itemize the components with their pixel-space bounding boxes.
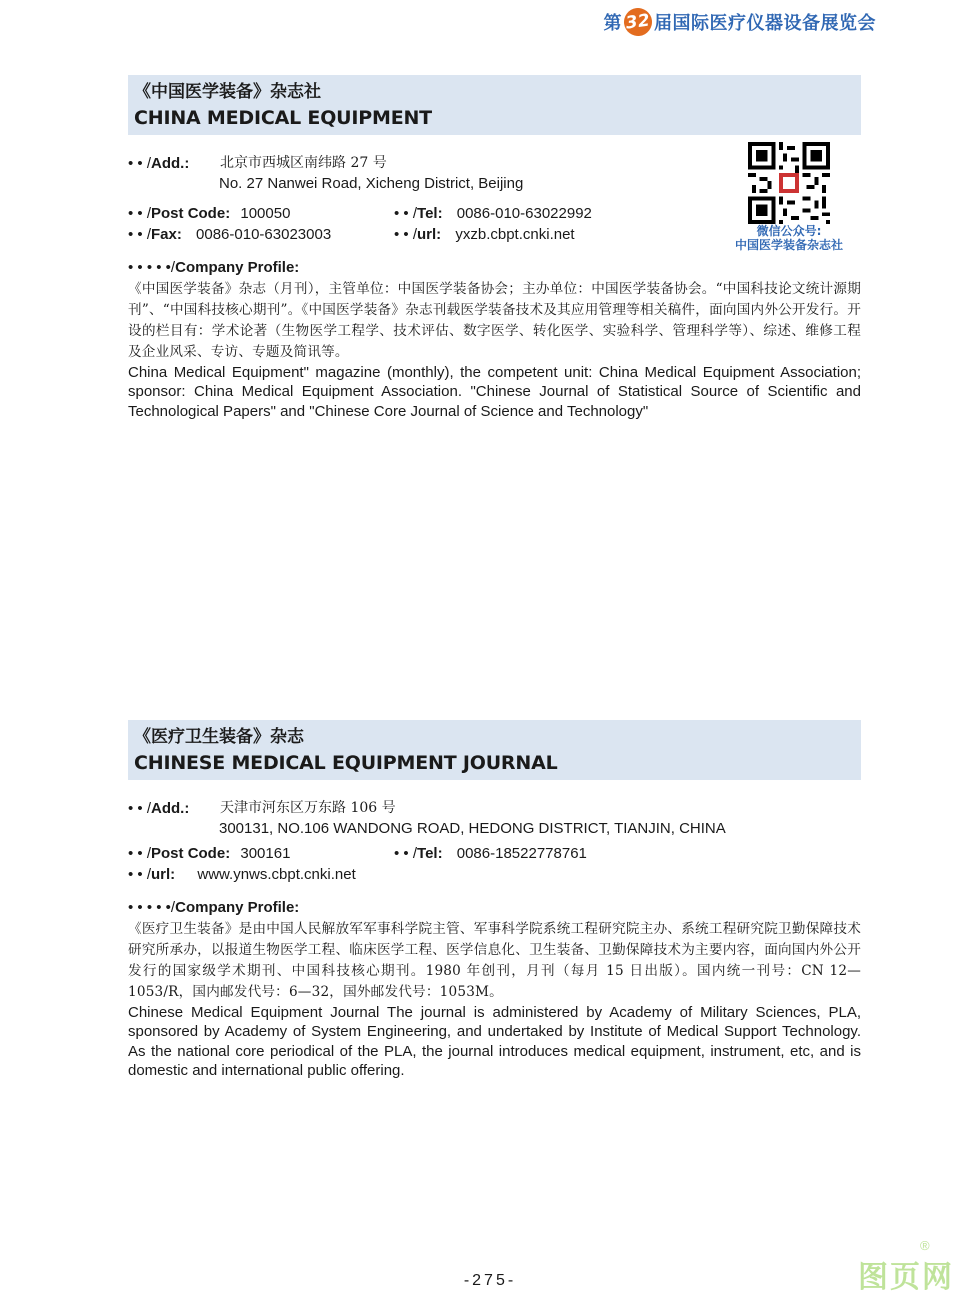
exhibition-header (604, 8, 877, 36)
profile-cn: 《医疗卫生装备》是由中国人民解放军军事科学院主管、军事科学院系统工程研究院主办、系统工程研究院卫勤保障技术研究所承办，以报道生物医学工程、临床医学工程、医学信息化、卫生装备、卫勤保障技术为主要内容，面向国内外公开发行的国家级学术期刊、中国科技核心期刊。1980 年创刊，月刊（每月 15 日出版）。国内统一刊号：CN 12—1053/R，国内邮发代号：6—32，国外邮发代号：1053M。 (128, 921, 861, 1000)
url-label: url: (151, 866, 176, 883)
profile-cn: 《中国医学装备》杂志（月刊），主管单位：中国医学装备协会；主办单位：中国医学装备协会。“中国科技论文统计源期刊”、“中国科技核心期刊”。《中国医学装备》杂志刊载医学装备技术及其应用管理等相关稿件，面向国内外公开发行。开设的栏目有：学术论著（生物医学工程学、技术评估、数字医学、转化医学、实验科学、管理科学等）、综述、维修工程及企业风采、专访、专题及简讯等。 (128, 281, 861, 360)
qr-code-icon (748, 142, 830, 224)
postcode-row (128, 203, 290, 224)
url-link[interactable]: yxzb.cbpt.cnki.net (455, 226, 575, 243)
postcode-value: 300161 (240, 845, 291, 862)
qr-caption-account: 中国医学装备杂志社 (734, 238, 843, 252)
fax-row (128, 224, 331, 245)
profile-heading (128, 897, 299, 918)
url-label: url: (417, 226, 442, 243)
url-row (394, 224, 575, 245)
entry-title-cn: 《医疗卫生装备》杂志 (134, 727, 304, 747)
bullet-marker: • • / (128, 226, 152, 243)
address-row (128, 798, 189, 819)
profile-en: China Medical Equipment" magazine (monthly), the competent unit: China Medical Equipment Association; sponsor: China Medical Equipment Association. "Chinese Journal of Statistical Source of Scientific and Technological Papers" and "Chinese Core Journal of Science and Technology" (128, 364, 861, 420)
bullet-marker: • • / (128, 155, 152, 172)
tel-row (394, 203, 592, 224)
bullet-marker: • • • • •/ (128, 259, 176, 276)
profile-body (128, 279, 861, 421)
header-prefix: 第 (603, 13, 622, 34)
watermark-logo: 图页网 (858, 1260, 954, 1295)
entry-title-cn: 《中国医学装备》杂志社 (134, 82, 321, 102)
postcode-label: Post Code: (151, 205, 231, 222)
bullet-marker: • • / (128, 800, 152, 817)
bullet-marker: • • / (128, 205, 152, 222)
address-label: Add.: (151, 155, 190, 172)
entry-title-bar (128, 720, 861, 780)
fax-label: Fax: (151, 226, 182, 243)
profile-label: Company Profile: (175, 899, 300, 916)
page-number: -275- (463, 1272, 517, 1289)
bullet-marker: • • / (128, 845, 152, 862)
postcode-value: 100050 (240, 205, 291, 222)
tel-value: 0086-18522778761 (456, 845, 587, 862)
fax-value: 0086-010-63023003 (196, 226, 332, 243)
bullet-marker: • • / (394, 226, 418, 243)
entry-title-en: CHINA MEDICAL EQUIPMENT (134, 107, 432, 129)
profile-en: Chinese Medical Equipment Journal The journal is administered by Academy of Military Sciences, PLA, sponsored by Academy of System Engineering, and undertaked by Institute of Medical Support Technology. As the national core periodical of the PLA, the journal introduces medical equipment, instrument, etc, and is domestic and international public offering. (128, 1004, 861, 1079)
address-label: Add.: (151, 800, 190, 817)
address-row (128, 153, 189, 174)
tel-label: Tel: (417, 845, 443, 862)
address-en: No. 27 Nanwei Road, Xicheng District, Beijing (219, 175, 524, 192)
profile-body (128, 919, 861, 1080)
tel-label: Tel: (417, 205, 443, 222)
entry-title-bar (128, 75, 861, 135)
url-link[interactable]: www.ynws.cbpt.cnki.net (197, 866, 356, 883)
qr-caption-label: 微信公众号: (756, 224, 822, 238)
postcode-label: Post Code: (151, 845, 231, 862)
bullet-marker: • • / (128, 866, 152, 883)
registered-mark: ® (920, 1238, 930, 1253)
tel-value: 0086-010-63022992 (456, 205, 592, 222)
profile-heading (128, 257, 299, 278)
profile-label: Company Profile: (175, 259, 300, 276)
address-cn: 北京市西城区南纬路 27 号 (220, 155, 387, 171)
postcode-row (128, 843, 290, 864)
entry-title-en: CHINESE MEDICAL EQUIPMENT JOURNAL (134, 752, 558, 774)
wechat-qr-block (722, 142, 856, 252)
header-suffix: 届国际医疗仪器设备展览会 (654, 13, 876, 34)
address-cn: 天津市河东区万东路 106 号 (220, 800, 396, 816)
edition-number-badge: 32 (622, 6, 654, 38)
bullet-marker: • • / (394, 205, 418, 222)
entry-china-medical-equipment (128, 75, 861, 420)
tel-row (394, 843, 587, 864)
bullet-marker: • • / (394, 845, 418, 862)
entry-chinese-medical-equipment-journal (128, 720, 861, 1079)
url-row (128, 864, 356, 885)
bullet-marker: • • • • •/ (128, 899, 176, 916)
address-en: 300131, NO.106 WANDONG ROAD, HEDONG DISTRICT, TIANJIN, CHINA (219, 820, 726, 837)
